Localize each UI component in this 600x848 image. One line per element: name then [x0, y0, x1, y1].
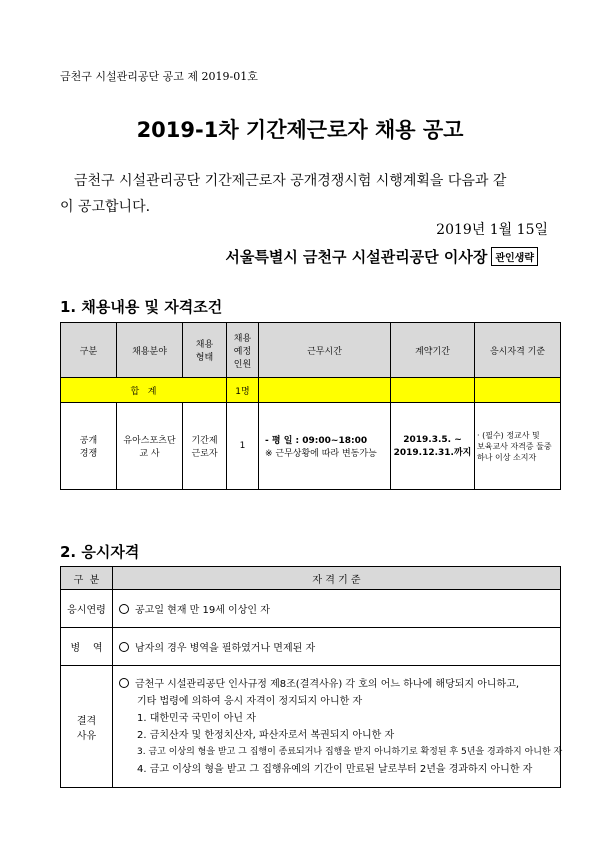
header-criteria: 자 격 기 준	[113, 567, 561, 590]
intro-line-1: 금천구 시설관리공단 기간제근로자 공개경쟁시험 시행계획을 다음과 같	[74, 173, 507, 189]
age-cell	[113, 590, 561, 628]
hours-note: ※ 근무상황에 따라 변동가능	[265, 449, 377, 459]
header-cell: 응시자격 기준	[475, 323, 561, 378]
intro-paragraph	[60, 168, 550, 220]
section1-title: 1. 채용내용 및 자격조건	[60, 298, 223, 316]
recruitment-table	[60, 322, 561, 490]
row-category: 공개 경쟁	[61, 403, 117, 490]
military-label: 병 역	[61, 628, 113, 666]
military-text: 남자의 경우 병역을 필하였거나 면제된 자	[135, 643, 316, 654]
total-label: 합 계	[61, 378, 227, 403]
military-cell	[113, 628, 561, 666]
intro-line-2: 이 공고합니다.	[60, 199, 151, 215]
circle-bullet-icon	[119, 678, 129, 688]
issuer-name: 서울특별시 금천구 시설관리공단 이사장	[225, 248, 488, 266]
seal-stamp: 관인생략	[491, 247, 538, 266]
issuer	[225, 246, 538, 267]
table-header-row	[61, 567, 561, 590]
disq-item: 1. 대한민국 국민이 아닌 자	[137, 712, 256, 724]
disqualification-label: 결격 사유	[61, 666, 113, 788]
row-hours	[259, 403, 391, 490]
notice-date: 2019년 1월 15일	[436, 222, 548, 238]
header-cell: 채용분야	[117, 323, 183, 378]
header-cell: 근무시간	[259, 323, 391, 378]
notice-number: 금천구 시설관리공단 공고 제 2019-01호	[60, 70, 258, 83]
row-field: 유아스포츠단 교 사	[117, 403, 183, 490]
header-category: 구 분	[61, 567, 113, 590]
disq-intro-line2: 기타 법령에 의하여 응시 자격이 정지되지 아니한 자	[137, 695, 363, 707]
eligibility-table	[60, 566, 561, 788]
circle-bullet-icon	[119, 642, 129, 652]
circle-bullet-icon	[119, 604, 129, 614]
total-count: 1명	[227, 378, 259, 403]
hours-main: - 평 일 : 09:00~18:00	[265, 436, 368, 446]
section2-title: 2. 응시자격	[60, 543, 140, 561]
disq-item: 2. 금치산자 및 한정치산자, 파산자로서 복권되지 아니한 자	[137, 729, 395, 741]
row-qualification: · (필수) 정교사 및 보육교사 자격증 둘중 하나 이상 소지자	[475, 403, 561, 490]
header-cell: 구분	[61, 323, 117, 378]
total-row	[61, 378, 561, 403]
table-row	[61, 628, 561, 666]
page-title: 2019-1차 기간제근로자 채용 공고	[136, 118, 464, 142]
age-label: 응시연령	[61, 590, 113, 628]
disq-item: 4. 금고 이상의 형을 받고 그 집행유예의 기간이 만료된 날로부터 2년을 경과하지 아니한 자	[137, 763, 533, 775]
header-cell: 계약기간	[391, 323, 475, 378]
row-count: 1	[227, 403, 259, 490]
disq-item: 3. 금고 이상의 형을 받고 그 집행이 종료되거나 집행을 받지 아니하기로 확정된 후 5년을 경과하지 아니한 자	[137, 746, 563, 757]
table-row	[61, 666, 561, 788]
disqualification-cell	[113, 666, 561, 788]
header-cell: 채용 형태	[183, 323, 227, 378]
table-header-row	[61, 323, 561, 378]
disq-intro-line1: 금천구 시설관리공단 인사규정 제8조(결격사유) 각 호의 어느 하나에 해당되지 아니하고,	[135, 678, 520, 690]
table-row	[61, 590, 561, 628]
row-period: 2019.3.5. ~ 2019.12.31.까지	[391, 403, 475, 490]
age-text: 공고일 현재 만 19세 이상인 자	[135, 605, 270, 616]
header-cell: 채용 예정 인원	[227, 323, 259, 378]
table-row	[61, 403, 561, 490]
row-type: 기간제 근로자	[183, 403, 227, 490]
